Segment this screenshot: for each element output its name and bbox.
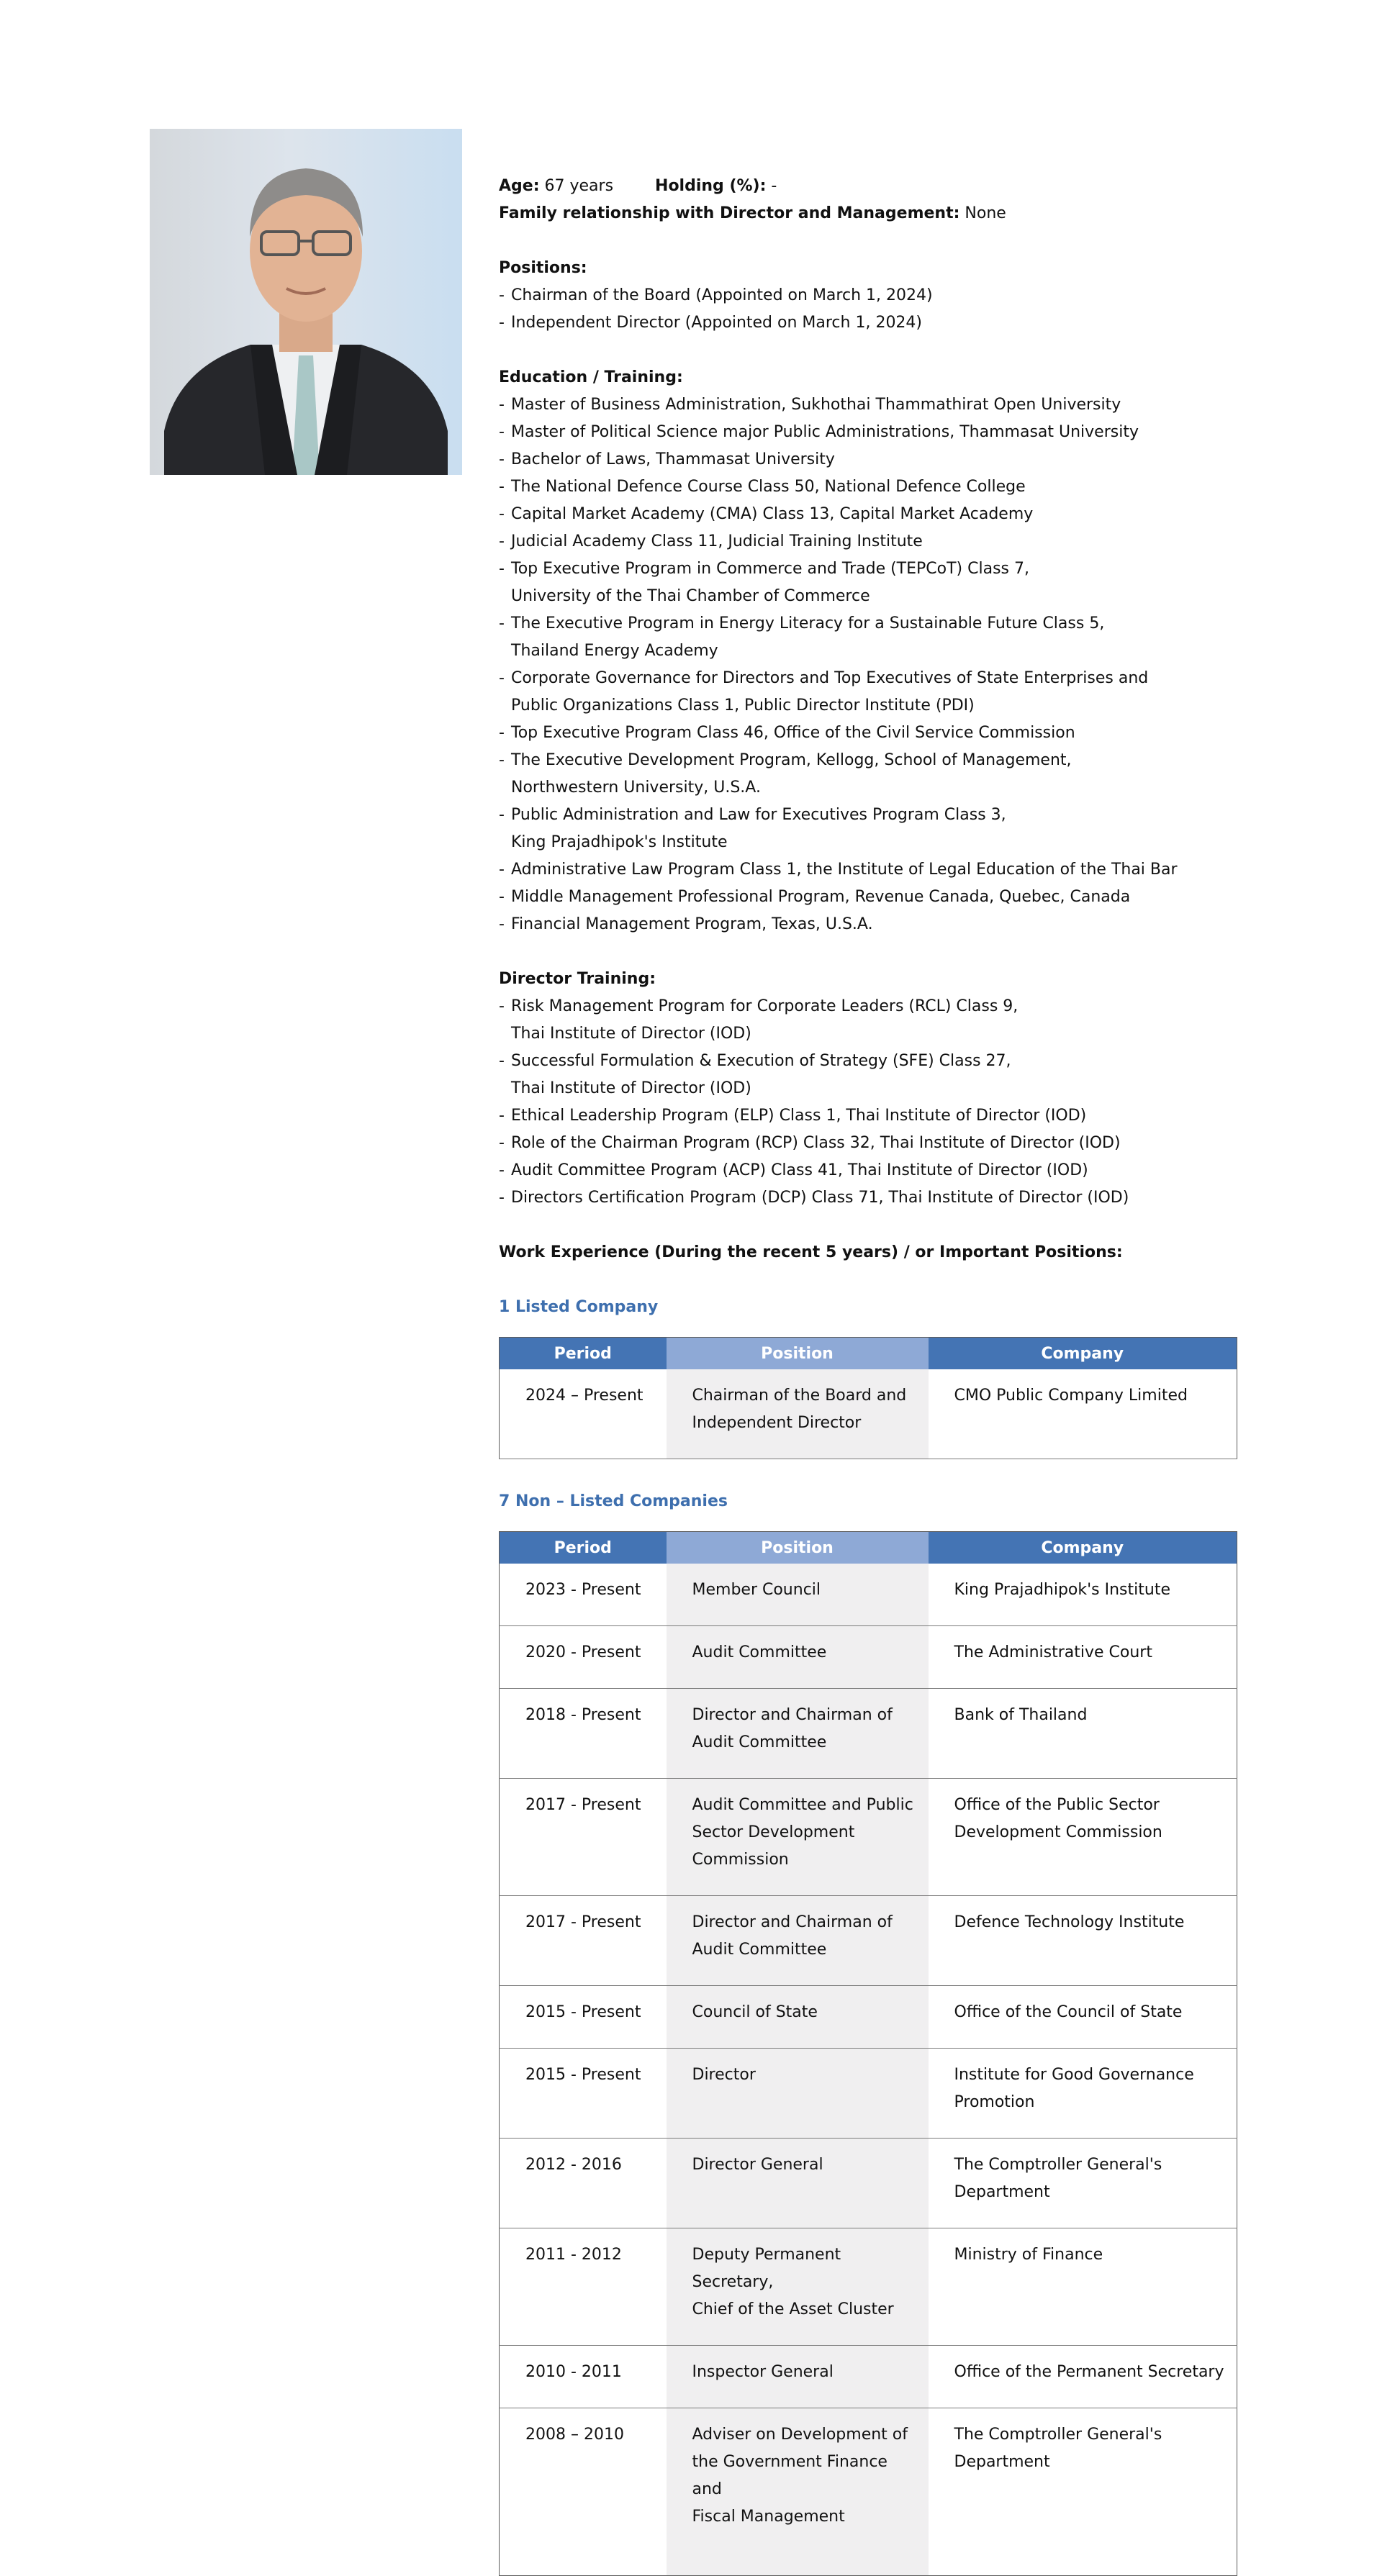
non-listed-companies-table [499,1531,1237,2576]
list-item-text: Bachelor of Laws, Thammasat University [511,450,835,468]
company-cell: The Comptroller General's Department [954,2426,1162,2471]
period-cell: 2015 - Present [500,2049,667,2139]
company-cell: King Prajadhipok's Institute [929,1564,1237,1626]
company-cell: Office of the Council of State [929,1986,1237,2049]
period-cell: 2017 - Present [500,1779,667,1896]
list-bullet: - [499,669,505,687]
list-item-text: Top Executive Program Class 46, Office of the Civil Service Commission [511,724,1075,742]
period-cell: 2010 - 2011 [500,2346,667,2408]
column-header-position: Position [667,1532,929,1564]
list-item-text: Ethical Leadership Program (ELP) Class 1, Thai Institute of Director (IOD) [511,1107,1087,1125]
list-bullet: - [499,915,505,933]
company-cell: CMO Public Company Limited [929,1369,1237,1459]
period-cell: 2023 - Present [500,1564,667,1626]
period-cell: 2015 - Present [500,1986,667,2049]
column-header-position: Position [667,1338,929,1370]
table-row [500,1626,1237,1689]
family-line [499,200,1240,227]
list-item [499,282,1240,309]
list-item-text: Middle Management Professional Program, Revenue Canada, Quebec, Canada [511,888,1131,906]
list-item [499,419,1240,446]
position-cell: Director General [667,2139,929,2228]
list-item [499,610,1240,665]
director-training-list [499,993,1240,1212]
profile-content [499,173,1240,2576]
list-item-text: Top Executive Program in Commerce and Trade (TEPCoT) Class 7, University of the Thai Chamber of Commerce [511,560,1029,605]
column-header-company: Company [929,1338,1237,1370]
position-cell: Director and Chairman of Audit Committee [667,1689,929,1779]
positions-list [499,282,1240,337]
list-bullet: - [499,286,505,304]
list-item [499,1130,1240,1157]
list-bullet: - [499,751,505,769]
table-row [500,2139,1237,2228]
list-item [499,747,1240,802]
list-item [499,993,1240,1048]
list-item [499,911,1240,938]
list-item [499,884,1240,911]
table-row [500,1779,1237,1896]
list-item-text: Capital Market Academy (CMA) Class 13, Capital Market Academy [511,505,1034,523]
table-row [500,2049,1237,2139]
work-experience-heading: Work Experience (During the recent 5 years) / or Important Positions: [499,1243,1123,1261]
family-value: None [965,204,1006,222]
position-cell: Council of State [667,1986,929,2049]
education-list [499,391,1240,938]
portrait-illustration [150,129,462,475]
position-cell: Audit Committee [667,1626,929,1689]
list-item [499,501,1240,528]
list-item [499,720,1240,747]
list-item-text: Role of the Chairman Program (RCP) Class 32, Thai Institute of Director (IOD) [511,1134,1121,1152]
period-cell: 2024 – Present [500,1369,667,1459]
list-bullet: - [499,396,505,414]
list-item-text: Chairman of the Board (Appointed on March 1, 2024) [511,286,933,304]
company-cell: Defence Technology Institute [929,1896,1237,1986]
list-item-text: Independent Director (Appointed on March 1, 2024) [511,314,923,332]
company-cell: Office of the Public Sector Development Commission [929,1779,1237,1896]
company-cell: The Administrative Court [929,1626,1237,1689]
list-item [499,1157,1240,1184]
table-row [500,1689,1237,1779]
list-bullet: - [499,450,505,468]
list-item [499,309,1240,337]
age-label: Age: [499,177,540,195]
column-header-period: Period [500,1338,667,1370]
list-item [499,555,1240,610]
period-cell: 2017 - Present [500,1896,667,1986]
list-item-text: Financial Management Program, Texas, U.S.A. [511,915,873,933]
list-bullet: - [499,614,505,632]
list-item [499,473,1240,501]
list-bullet: - [499,1107,505,1125]
list-item-text: Successful Formulation & Execution of Strategy (SFE) Class 27, Thai Institute of Director (IOD) [511,1052,1011,1097]
list-bullet: - [499,861,505,879]
list-bullet: - [499,1052,505,1070]
list-bullet: - [499,532,505,550]
list-bullet: - [499,1134,505,1152]
period-cell: 2008 – 2010 [525,2426,624,2444]
director-training-heading: Director Training: [499,970,656,988]
age-value: 67 years [544,177,614,195]
list-bullet: - [499,1189,505,1207]
table-row [500,2408,1237,2576]
period-cell: 2011 - 2012 [500,2228,667,2346]
list-bullet: - [499,478,505,496]
period-cell: 2020 - Present [500,1626,667,1689]
list-bullet: - [499,314,505,332]
list-item [499,391,1240,419]
education-heading: Education / Training: [499,368,683,386]
list-item-text: Administrative Law Program Class 1, the Institute of Legal Education of the Thai Bar [511,861,1178,879]
period-cell: 2018 - Present [500,1689,667,1779]
table-row [500,1986,1237,2049]
table-row [500,2346,1237,2408]
position-cell: Director and Chairman of Audit Committee [667,1896,929,1986]
list-item [499,528,1240,555]
list-item [499,1048,1240,1102]
column-header-company: Company [929,1532,1237,1564]
list-bullet: - [499,806,505,824]
list-bullet: - [499,724,505,742]
list-item-text: Risk Management Program for Corporate Leaders (RCL) Class 9, Thai Institute of Director (IOD) [511,997,1019,1043]
list-item-text: Public Administration and Law for Executives Program Class 3, King Prajadhipok's Institute [511,806,1006,851]
table-header-row [500,1338,1237,1370]
company-cell: Bank of Thailand [929,1689,1237,1779]
list-item-text: Master of Business Administration, Sukhothai Thammathirat Open University [511,396,1121,414]
position-cell: Audit Committee and Public Sector Development Commission [667,1779,929,1896]
list-item-text: Corporate Governance for Directors and Top Executives of State Enterprises and Public Organizations Class 1, Public Director Institute (PDI) [511,669,1149,715]
company-cell: Office of the Permanent Secretary [929,2346,1237,2408]
profile-photo [150,129,462,475]
table-row [500,2228,1237,2346]
list-item [499,1184,1240,1212]
table-row [500,1896,1237,1986]
age-holding-line [499,173,1240,200]
non-listed-companies-title: 7 Non – Listed Companies [499,1492,728,1510]
list-item [499,802,1240,856]
table-header-row [500,1532,1237,1564]
listed-company-title: 1 Listed Company [499,1298,659,1316]
list-item [499,1102,1240,1130]
listed-company-table [499,1337,1237,1459]
position-cell: Member Council [667,1564,929,1626]
position-cell: Chairman of the Board and Independent Director [667,1369,929,1459]
list-item-text: The Executive Program in Energy Literacy for a Sustainable Future Class 5, Thailand Energy Academy [511,614,1105,660]
list-item-text: Audit Committee Program (ACP) Class 41, Thai Institute of Director (IOD) [511,1161,1088,1179]
list-item-text: Directors Certification Program (DCP) Class 71, Thai Institute of Director (IOD) [511,1189,1129,1207]
position-cell: Adviser on Development of the Government Finance and Fiscal Management [667,2408,929,2576]
company-cell: Ministry of Finance [929,2228,1237,2346]
table-row [500,1564,1237,1626]
positions-heading: Positions: [499,259,587,277]
period-cell: 2012 - 2016 [500,2139,667,2228]
list-item-text: The National Defence Course Class 50, National Defence College [511,478,1026,496]
list-bullet: - [499,888,505,906]
list-bullet: - [499,423,505,441]
position-cell: Inspector General [667,2346,929,2408]
list-item [499,856,1240,884]
company-cell: Institute for Good Governance Promotion [929,2049,1237,2139]
list-item [499,446,1240,473]
list-bullet: - [499,1161,505,1179]
list-item [499,665,1240,720]
holding-label: Holding (%): [655,177,767,195]
list-item-text: Judicial Academy Class 11, Judicial Training Institute [511,532,923,550]
list-item-text: Master of Political Science major Public Administrations, Thammasat University [511,423,1139,441]
list-item-text: The Executive Development Program, Kellogg, School of Management, Northwestern University, U.S.A. [511,751,1072,797]
list-bullet: - [499,997,505,1015]
position-cell: Director [667,2049,929,2139]
list-bullet: - [499,505,505,523]
column-header-period: Period [500,1532,667,1564]
table-row [500,1369,1237,1459]
list-bullet: - [499,560,505,578]
position-cell: Deputy Permanent Secretary, Chief of the Asset Cluster [667,2228,929,2346]
company-cell: The Comptroller General's Department [929,2139,1237,2228]
holding-value: - [771,177,777,195]
family-label: Family relationship with Director and Management: [499,204,960,222]
